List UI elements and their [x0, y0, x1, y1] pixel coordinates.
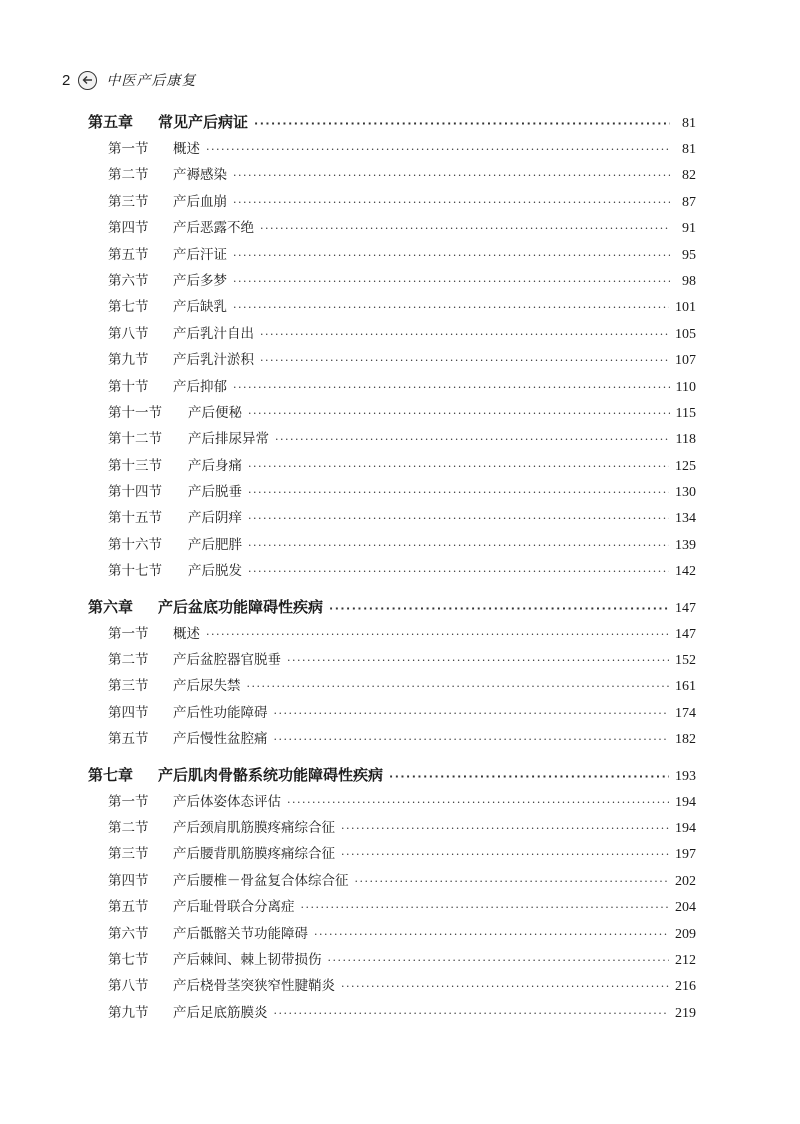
dot-leader — [275, 427, 670, 453]
dot-leader — [248, 559, 669, 585]
dot-leader — [274, 727, 670, 753]
dot-leader — [287, 790, 669, 816]
section-page: 95 — [682, 247, 696, 263]
toc-section-entry[interactable] — [88, 921, 696, 947]
section-number: 第三节 — [108, 678, 149, 695]
section-page: 115 — [675, 405, 696, 421]
section-page: 118 — [675, 432, 696, 448]
section-page: 134 — [675, 511, 696, 527]
section-page: 161 — [675, 679, 696, 695]
section-title: 产后脱垂 — [188, 484, 242, 501]
book-title: 中医产后康复 — [106, 73, 197, 89]
section-number: 第四节 — [108, 704, 149, 721]
dot-leader — [329, 595, 669, 623]
chapter-page: 193 — [675, 768, 696, 784]
section-number: 第九节 — [108, 1004, 149, 1021]
section-page: 105 — [675, 326, 696, 342]
dot-leader — [248, 401, 670, 427]
section-title: 产后足底筋膜炎 — [173, 1004, 268, 1021]
toc-section-entry[interactable] — [88, 841, 696, 867]
toc-section-entry[interactable] — [88, 189, 696, 215]
section-number: 第八节 — [108, 978, 149, 995]
section-page: 82 — [682, 168, 696, 184]
section-page: 194 — [675, 820, 696, 836]
section-title: 产褥感染 — [173, 167, 227, 184]
toc-section-entry[interactable] — [88, 558, 696, 584]
section-title: 产后排尿异常 — [188, 431, 269, 448]
section-number: 第九节 — [108, 352, 149, 369]
section-page: 174 — [675, 705, 696, 721]
section-page: 98 — [682, 273, 696, 289]
chapter-title: 常见产后病证 — [158, 113, 249, 131]
section-number: 第二节 — [108, 652, 149, 669]
section-page: 139 — [675, 537, 696, 553]
section-title: 产后性功能障碍 — [173, 704, 268, 721]
section-title: 概述 — [173, 625, 200, 642]
section-number: 第五节 — [108, 899, 149, 916]
section-number: 第三节 — [108, 846, 149, 863]
dot-leader — [389, 763, 669, 791]
toc-section-entry[interactable] — [88, 700, 696, 726]
section-number: 第四节 — [108, 872, 149, 889]
arrow-left-icon — [78, 71, 97, 90]
section-title: 产后乳汁淤积 — [173, 352, 254, 369]
section-number: 第一节 — [108, 793, 149, 810]
section-page: 91 — [682, 221, 696, 237]
toc-section-entry[interactable] — [88, 374, 696, 400]
toc-section-entry[interactable] — [88, 215, 696, 241]
section-title: 产后颈肩肌筋膜疼痛综合征 — [173, 819, 335, 836]
section-page: 212 — [675, 952, 696, 968]
toc-section-entry[interactable] — [88, 947, 696, 973]
section-number: 第十三节 — [108, 457, 162, 474]
chapter-title: 产后盆底功能障碍性疾病 — [158, 597, 324, 616]
toc-section-entry[interactable] — [88, 505, 696, 531]
section-title: 产后阴痒 — [188, 510, 242, 527]
section-page: 81 — [682, 142, 696, 157]
section-title: 产后脱发 — [188, 563, 242, 580]
dot-leader — [260, 322, 669, 348]
toc-section-entry[interactable] — [88, 621, 696, 647]
toc-section-entry[interactable] — [88, 426, 696, 452]
section-title: 产后骶髂关节功能障碍 — [173, 925, 308, 942]
section-title: 产后汗证 — [173, 246, 227, 263]
section-title: 产后身痛 — [188, 457, 242, 474]
dot-leader — [314, 922, 669, 948]
section-number: 第十五节 — [108, 510, 162, 527]
dot-leader — [301, 895, 670, 921]
section-page: 182 — [675, 732, 696, 748]
section-number: 第二节 — [108, 819, 149, 836]
dot-leader — [248, 506, 669, 532]
section-number: 第十六节 — [108, 536, 162, 553]
toc-section-entry[interactable] — [88, 400, 696, 426]
dot-leader — [233, 269, 670, 295]
dot-leader — [260, 348, 669, 374]
section-page: 87 — [682, 194, 696, 210]
toc-section-entry[interactable] — [88, 136, 696, 162]
section-title: 产后恶露不绝 — [173, 220, 254, 237]
section-page: 110 — [675, 379, 696, 395]
section-title: 产后缺乳 — [173, 299, 227, 316]
running-header — [62, 68, 196, 92]
section-page: 101 — [675, 300, 696, 316]
dot-leader — [260, 216, 670, 242]
toc-section-entry[interactable] — [88, 789, 696, 815]
section-page: 202 — [675, 873, 696, 889]
dot-leader — [233, 375, 670, 401]
toc-section-entry[interactable] — [88, 973, 696, 999]
section-number: 第五节 — [108, 246, 149, 263]
dot-leader — [341, 842, 669, 868]
chapter-title: 产后肌肉骨骼系统功能障碍性疾病 — [158, 765, 384, 784]
section-title: 产后尿失禁 — [173, 678, 241, 695]
section-number: 第二节 — [108, 167, 149, 184]
section-number: 第四节 — [108, 220, 149, 237]
section-page: 204 — [675, 900, 696, 916]
section-title: 产后腰椎－骨盆复合体综合征 — [173, 872, 349, 889]
dot-leader — [233, 163, 670, 189]
section-number: 第三节 — [108, 193, 149, 210]
dot-leader — [248, 480, 669, 506]
section-title: 产后桡骨茎突狭窄性腱鞘炎 — [173, 978, 335, 995]
toc-section-entry[interactable] — [88, 162, 696, 188]
section-title: 产后耻骨联合分离症 — [173, 899, 295, 916]
toc-section-entry[interactable] — [88, 868, 696, 894]
section-page: 209 — [675, 926, 696, 942]
section-title: 产后盆腔器官脱垂 — [173, 652, 281, 669]
dot-leader — [287, 648, 669, 674]
toc-section-entry[interactable] — [88, 479, 696, 505]
toc-section-entry[interactable] — [88, 268, 696, 294]
dot-leader — [355, 869, 670, 895]
toc-section-entry[interactable] — [88, 726, 696, 752]
section-page: 130 — [675, 485, 696, 501]
dot-leader — [248, 454, 669, 480]
chapter-number: 第七章 — [88, 765, 134, 784]
section-number: 第十二节 — [108, 431, 162, 448]
chapter-page: 81 — [682, 116, 696, 131]
toc-section-entry[interactable] — [88, 347, 696, 373]
section-page: 125 — [675, 458, 696, 474]
dot-leader — [328, 948, 670, 974]
section-title: 产后棘间、棘上韧带损伤 — [173, 951, 322, 968]
section-number: 第十一节 — [108, 404, 162, 421]
toc-section-entry[interactable] — [88, 673, 696, 699]
section-number: 第十七节 — [108, 563, 162, 580]
chapter-page: 147 — [675, 600, 696, 616]
toc-section-entry[interactable] — [88, 453, 696, 479]
section-number: 第六节 — [108, 925, 149, 942]
section-title: 产后肥胖 — [188, 536, 242, 553]
section-title: 产后慢性盆腔痛 — [173, 731, 268, 748]
section-page: 107 — [675, 353, 696, 369]
section-number: 第一节 — [108, 141, 149, 157]
section-page: 216 — [675, 979, 696, 995]
toc-chapter-entry[interactable] — [88, 761, 696, 789]
toc-chapter-entry[interactable] — [88, 593, 696, 621]
section-number: 第十节 — [108, 378, 149, 395]
section-title: 产后血崩 — [173, 193, 227, 210]
toc-section-entry[interactable] — [88, 894, 696, 920]
section-page: 219 — [675, 1005, 696, 1021]
toc-section-entry[interactable] — [88, 815, 696, 841]
chapter-number: 第六章 — [88, 597, 134, 616]
section-number: 第七节 — [108, 951, 149, 968]
dot-leader — [233, 243, 670, 269]
section-number: 第五节 — [108, 731, 149, 748]
section-title: 概述 — [173, 141, 200, 157]
dot-leader — [206, 622, 669, 648]
chapter-number: 第五章 — [88, 113, 134, 131]
section-page: 197 — [675, 847, 696, 863]
section-number: 第六节 — [108, 272, 149, 289]
section-title: 产后乳汁自出 — [173, 325, 254, 342]
dot-leader — [248, 533, 669, 559]
section-page: 147 — [675, 626, 696, 642]
dot-leader — [341, 974, 669, 1000]
toc-section-entry[interactable] — [88, 321, 696, 347]
section-number: 第八节 — [108, 325, 149, 342]
dot-leader — [233, 295, 669, 321]
dot-leader — [254, 110, 670, 138]
dot-leader — [206, 137, 670, 163]
section-title: 产后便秘 — [188, 404, 242, 421]
section-page: 194 — [675, 794, 696, 810]
section-page: 152 — [675, 653, 696, 669]
toc-section-entry[interactable] — [88, 242, 696, 268]
section-title: 产后多梦 — [173, 272, 227, 289]
toc-section-entry[interactable] — [88, 532, 696, 558]
section-title: 产后腰背肌筋膜疼痛综合征 — [173, 846, 335, 863]
table-of-contents — [88, 108, 696, 1026]
toc-section-entry[interactable] — [88, 294, 696, 320]
toc-section-entry[interactable] — [88, 647, 696, 673]
section-title: 产后体姿体态评估 — [173, 793, 281, 810]
section-page: 142 — [675, 564, 696, 580]
page-number: 2 — [62, 71, 71, 89]
dot-leader — [247, 674, 670, 700]
section-title: 产后抑郁 — [173, 378, 227, 395]
section-number: 第七节 — [108, 299, 149, 316]
dot-leader — [233, 190, 670, 216]
dot-leader — [274, 701, 670, 727]
section-number: 第十四节 — [108, 484, 162, 501]
toc-section-entry[interactable] — [88, 1000, 696, 1026]
toc-chapter-entry[interactable] — [88, 108, 696, 136]
dot-leader — [274, 1001, 670, 1027]
section-number: 第一节 — [108, 625, 149, 642]
dot-leader — [341, 816, 669, 842]
